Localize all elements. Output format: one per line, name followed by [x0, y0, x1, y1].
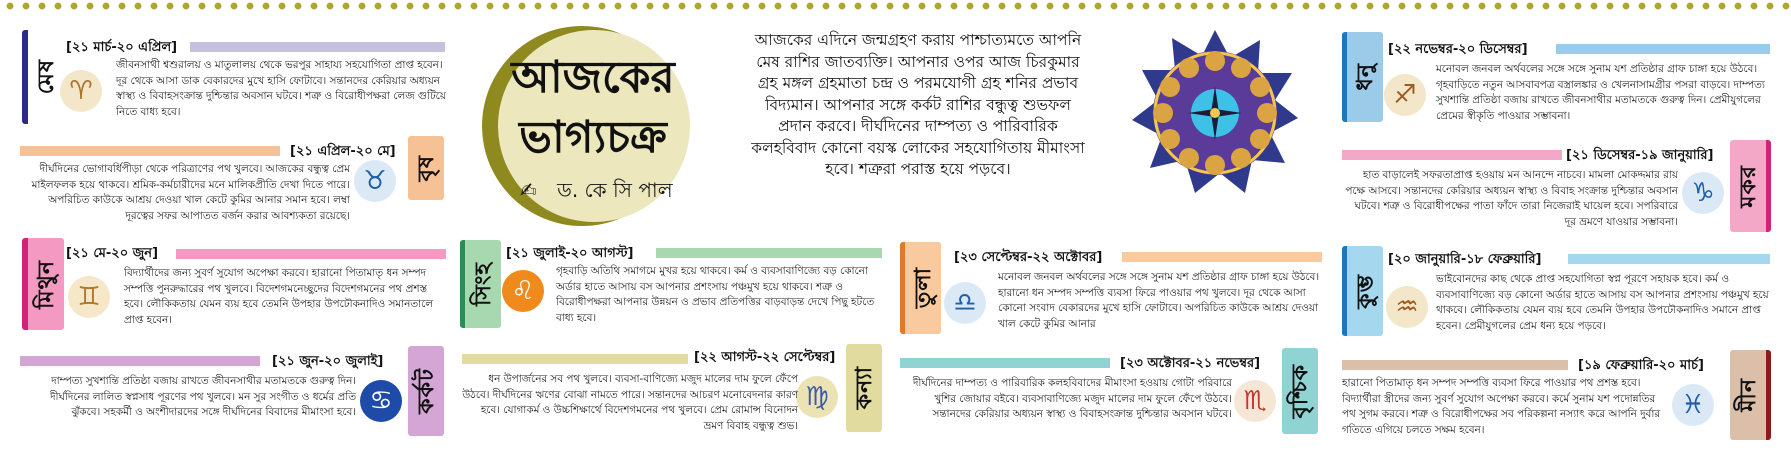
sign-name: বৃষ — [413, 154, 439, 182]
sign-name: কুম্ভ — [1352, 273, 1378, 309]
sign-tab-meen — [1730, 350, 1771, 440]
sign-name: মেষ — [33, 59, 59, 95]
sign-text-brisha: দীর্ঘদিনের ভোগাবর্ধিপীড়া থেকে পরিত্রাণের পথ খুলবে। আজকের বন্ধুত্ব প্রেম মাইলফলক হয়ে থাকবে। শ্রমিক-কর্মচারীদের মনে মালিকপ্রীতি দেখা দিতে পারে। অপরিচিত কাউকে আশ্রয় দেওয়া খাল কেটে কুমির আনার সমান হবে। লম্বা দূরত্বের সফর আপাতত বর্জন করার আবশ্যকতা রয়েছে। — [31, 163, 350, 222]
sign-text-meen: হারানো পিতামাতৃ ধন সম্পদ সম্পত্তি ব্যবসা ফিরে পাওয়ার পথ প্রশস্ত হবে। বিদ্যার্থীরা স্ত্রীদের জন্য সুবর্ণ সুযোগ অপেক্ষা করবে। কর্মে সুনাম যশ পদোন্নতির পথ সুগম করবে। শত্রু ও বিরোধীপক্ষের সব পরিকল্পনা নস্যাৎ করে আপনি দুর্বার গতিতে এগিয়ে চলতে সক্ষম হবেন। — [1342, 377, 1661, 436]
author-name: ড. কে সি পাল — [557, 178, 673, 202]
sign-date-meen: [১৯ ফেব্রুয়ারি-২০ মার্চ] — [1578, 358, 1704, 373]
sign-text-makar: হাত বাড়ালেই সফরতাপ্রাপ্ত হওয়ায় মন আনন্দে নাচবে। মামলা মোকদ্দমার রায় পক্ষে আসবে। সন্তানদের কেরিয়ার অধ্যয়ন স্বাস্থ্য ও বিবাহ সংক্রান্ত দুশ্চিন্তার অবসান ঘটবে। শত্রু ও বিরোধীপক্ষের পাতা ফাঁদে তারা নিজেরাই ঘায়েল হবে। সপরিবারে দূর ভ্রমণে যাওয়ার সম্ভাবনা। — [1345, 169, 1678, 228]
sign-text-brishchik: দীর্ঘদিনের দাম্পত্য ও পারিবারিক কলহবিবাদের মীমাংসা হওয়ায় গোটা পরিবারে খুশির জোয়ার বইবে। ব্যবসাবাণিজ্যে মজুদ মালের দাম ফুলে ফেঁপে উঠবে। সন্তানদের কেরিয়ার অধ্যয়ন স্বাস্থ্য ও বিবাহসংক্রান্ত দুশ্চিন্তার অবসান ঘটবে। — [912, 377, 1232, 421]
sign-tab-brisha — [408, 136, 444, 200]
color-bar — [656, 248, 882, 258]
color-bar — [1342, 360, 1568, 370]
libra-icon: ♎ — [944, 282, 986, 324]
sign-text-singha: গৃহবাড়ি অতিথি সমাগমে মুখর হয়ে থাকবে। কর্ম ও ব্যবসাবাণিজ্যে বড় কোনো অর্ডার হাতে আসায় বস আপনার প্রশংসায় পঞ্চমুখ হয়ে থাকবে। শত্রু ও বিরোধীপক্ষরা আপনার উন্নয়ন ও প্রভাব প্রতিপত্তির বাড়বাড়ন্ত দেখে পিছু হটতে বাধ্য হবে। — [556, 265, 875, 324]
sign-text-mesh: জীবনসাথী শ্বশুরালয় ও মাতুলালয় থেকে ভরপুর সাহায্য সহযোগিতা প্রাপ্ত হবেন। দূর থেকে আসা ডাক বেকারদের মুখে হাসি ফোটাবে। সন্তানদের কেরিয়ার অধ্যয়ন স্বাস্থ্য ও বিবাহসংক্রান্ত দুশ্চিন্তার অবসান ঘটবে। শত্রু ও বিরোধীপক্ষরা লেজ গুটিয়ে নিতে বাধ্য হবে। — [116, 59, 446, 118]
sign-name: বৃশ্চিক — [1287, 363, 1313, 419]
title-line-2: ভাগ্যচক্র — [519, 112, 667, 163]
sign-tab-dhanu — [1342, 32, 1383, 122]
color-bar — [1342, 150, 1562, 160]
sign-date-mithun: [২১ মে-২০ জুন] — [66, 246, 159, 261]
sagittarius-icon: ♐ — [1384, 74, 1426, 116]
title-line-1: আজকের — [511, 52, 675, 103]
sign-date-kumbha: [২০ জানুয়ারি-১৮ ফেব্রুয়ারি] — [1388, 252, 1542, 267]
sign-text-kumbha: ভাইবোনদের কাছ থেকে প্রাপ্ত সহযোগিতা স্বপ্ন পূরণে সহায়ক হবে। কর্ম ও ব্যবসাবাণিজ্যে বড় কোনো অর্ডার হাতে আসায় বস আপনার প্রশংসায় পঞ্চমুখ হয়ে থাকবে। লৌকিকতায় যেমন ব্যয় হবে তেমনি উপহার উপঢৌকনাদিও সমানে প্রাপ্ত হবেন। প্রেমীযুগলের প্রেম ধন্য হয়ে পড়বে। — [1436, 273, 1769, 332]
title-badge — [470, 26, 730, 226]
sign-date-kanya: [২২ আগস্ট-২২ সেপ্টেম্বর] — [694, 350, 836, 365]
color-bar — [1568, 254, 1770, 264]
sign-tab-kumbha — [1342, 246, 1383, 336]
sign-name: মীন — [1735, 378, 1761, 412]
author-line — [520, 176, 673, 209]
sign-name: মিথুন — [33, 259, 59, 309]
sign-date-makar: [২১ ডিসেম্বর-১৯ জানুয়ারি] — [1566, 148, 1714, 163]
zodiac-wheel-image — [1130, 28, 1300, 198]
sign-tab-singha — [460, 240, 501, 328]
sign-date-tula: [২৩ সেপ্টেম্বর-২২ অক্টোবর] — [954, 250, 1103, 265]
aquarius-icon: ♒ — [1386, 286, 1428, 328]
virgo-icon: ♍ — [796, 376, 838, 418]
color-bar — [900, 358, 1110, 368]
color-bar — [462, 354, 688, 364]
sign-name: কন্যা — [851, 366, 877, 410]
sign-text-tula: মনোবল জনবল অর্থবলের সঙ্গে সঙ্গে সুনাম যশ প্রতিষ্ঠার গ্রাফ চাঙ্গা হয়ে উঠবে। হারানো ধন সম্পদ সম্পত্তি ব্যবসা ফিরে পাওয়ার পথ খুলবে। দূর থেকে আসা কোনো সংবাদ বেকারদের মুখে হাসি ফোটাবে। অপরিচিত কাউকে আশ্রয় দেওয়া খাল কেটে কুমির আনার — [998, 271, 1320, 330]
sign-date-brishchik: [২৩ অক্টোবর-২১ নভেম্বর] — [1120, 356, 1261, 371]
sign-date-karkat: [২১ জুন-২০ জুলাই] — [272, 354, 384, 369]
sign-name: কর্কট — [413, 368, 439, 414]
sign-tab-mesh — [22, 30, 64, 124]
color-bar — [1556, 44, 1770, 54]
leo-icon: ♌ — [502, 270, 544, 312]
sign-tab-mithun — [22, 238, 64, 330]
cancer-icon: ♋ — [360, 380, 402, 422]
taurus-icon: ♉ — [354, 160, 396, 202]
dotted-border — [0, 0, 1791, 12]
sign-date-brisha: [২১ এপ্রিল-২০ মে] — [290, 144, 396, 159]
intro-paragraph: আজকের এদিনে জন্মগ্রহণ করায় পাশ্চাত্যমতে আপনি মেষ রাশির জাতব্যক্তি। আপনার ওপর আজ চিরকুমার গ্রহ মঙ্গল গ্রহমাতা চন্দ্র ও পরমযোগী গ্রহ শনির প্রভাব বিদ্যমান। আপনার সঙ্গে কর্কট রাশির বন্ধুত্ব শুভফল প্রদান করবে। দীর্ঘদিনের দাম্পত্য ও পারিবারিক কলহবিবাদ কোনো বয়স্ক লোকের সহযোগিতায় মীমাংসা হবে। শত্রুরা পরাস্ত হয়ে পড়বে। — [751, 31, 1085, 178]
pisces-icon: ♓ — [1672, 384, 1714, 426]
sign-tab-kanya — [846, 344, 882, 432]
color-bar — [176, 249, 446, 259]
sign-tab-brishchik — [1282, 348, 1318, 434]
sign-text-dhanu: মনোবল জনবল অর্থবলের সঙ্গে সঙ্গে সুনাম যশ প্রতিষ্ঠার গ্রাফ চাঙ্গা হয়ে উঠবে। গৃহবাড়িতে নতুন আসবাবপত্র বস্ত্রালঙ্কার ও খেলনাসামগ্রীর পসরা বাড়বে। দাম্পত্য সুখশান্তি প্রতিষ্ঠা বজায় রাখতে জীবনসাথীর মতামতকে গুরুত্ব দিন। প্রেমীযুগলের প্রেমের স্বীকৃতি পাওয়ার সম্ভাবনা। — [1436, 63, 1765, 122]
sign-tab-karkat — [408, 346, 444, 436]
capricorn-icon: ♑ — [1682, 172, 1724, 214]
sign-tab-tula — [900, 242, 941, 334]
sign-date-singha: [২১ জুলাই-২০ আগস্ট] — [506, 246, 634, 261]
sign-name: ধনু — [1352, 63, 1378, 91]
sign-text-kanya: ধন উপার্জনের সব পথ খুলবে। ব্যবসা-বাণিজ্যে মজুদ মালের দাম ফুলে ফেঁপে উঠবে। দীর্ঘদিনের ঋণের বোঝা নামতে পারে। সন্তানদের আচরণ মনোবেদনার কারণ হবে। যোগাকর্ম ও উচ্চশিক্ষার্থে বিদেশগমনের পথ খুলবে। প্রেম রোমান্স বিনোদন ভ্রমণ বিবাহ বন্ধুত্ব শুভ। — [462, 373, 798, 432]
gemini-icon: ♊ — [68, 276, 110, 318]
sign-name: সিংহ — [470, 262, 496, 306]
sign-text-mithun: বিদ্যার্থীদের জন্য সুবর্ণ সুযোগ অপেক্ষা করবে। হারানো পিতামাতৃ ধন সম্পদ সম্পত্তি পুনরুদ্ধারের পথ খুলবে। বিদেশগমনেচ্ছুদের বিদেশগমনের পথ প্রশস্ত হবে। লৌকিকতায় যেমন ব্যয় হবে তেমনি উপহার উপঢৌকনাদিও সমানতালে প্রাপ্ত হবেন। — [124, 267, 434, 326]
scorpio-icon: ♏ — [1234, 380, 1276, 422]
sign-tab-makar — [1730, 140, 1771, 232]
color-bar — [190, 42, 445, 52]
sign-name: তুলা — [910, 267, 936, 309]
sign-text-karkat: দাম্পত্য সুখশান্তি প্রতিষ্ঠা বজায় রাখতে জীবনসাথীর মতামতকে গুরুত্ব দিন। দীর্ঘদিনের লালিত স্বপ্নসাধ পূরণের পথ খুলবে। মন সুর সংগীত ও ধর্মের প্রতি ঝুঁকবে। সহকর্মী ও অংশীদারদের সঙ্গে দীর্ঘদিনের বিবাদের মীমাংসা হবে। — [50, 375, 356, 419]
color-bar — [20, 146, 280, 156]
color-bar — [20, 356, 260, 366]
sign-date-dhanu: [২২ নভেম্বর-২০ ডিসেম্বর] — [1388, 42, 1528, 57]
color-bar — [1122, 252, 1322, 262]
aries-icon: ♈ — [60, 70, 102, 112]
sign-name: মকর — [1735, 164, 1761, 208]
pen-icon: ✍ — [520, 178, 537, 202]
sign-date-mesh: [২১ মার্চ-২০ এপ্রিল] — [66, 40, 178, 55]
